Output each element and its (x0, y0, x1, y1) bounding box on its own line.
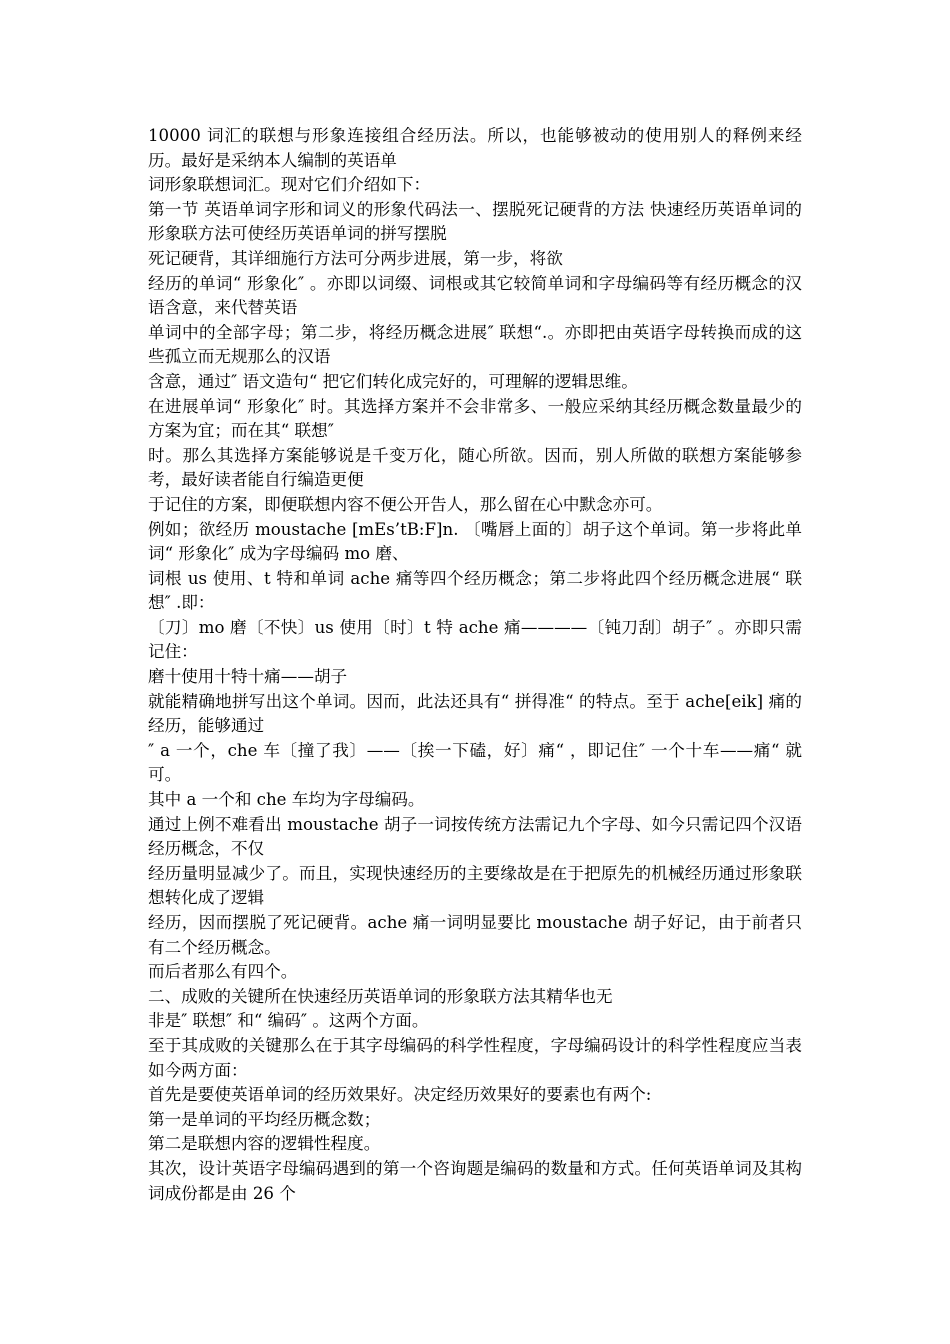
paragraph-27: 第二是联想内容的逻辑性程度。 (148, 1134, 381, 1154)
paragraph-13: 〔刀〕mo 磨〔不快〕us 使用〔时〕t 特 ache 痛————〔钝刀刮〕胡子″ 。亦即只需记住： (148, 617, 802, 662)
paragraph-14: 磨十使用十特十痛——胡子 (148, 667, 348, 687)
paragraph-5: 经历的单词“ 形象化″ 。亦即以词缀、词根或其它较简单词和字母编码等有经历概念的汉语含意，来代替英语 (148, 273, 802, 318)
paragraph-17: 其中 a 一个和 che 车均为字母编码。 (148, 790, 425, 810)
paragraph-24: 至于其成败的关键那么在于其字母编码的科学性程度，字母编码设计的科学性程度应当表如今两方面： (148, 1035, 802, 1080)
paragraph-2: 词形象联想词汇。现对它们介绍如下： (148, 175, 431, 195)
section-heading: 第一节 英语单词字形和词义的形象代码法一、摆脱死记硬背的方法 快速经历英语单词的形象联方法可使经历英语单词的拼写摆脱 (148, 199, 802, 244)
paragraph-7: 含意，通过″ 语文造句“ 把它们转化成完好的，可理解的逻辑思维。 (148, 371, 638, 391)
paragraph-19: 经历量明显减少了。而且，实现快速经历的主要缘故是在于把原先的机械经历通过形象联想转化成了逻辑 (148, 863, 802, 908)
paragraph-28: 其次，设计英语字母编码遇到的第一个咨询题是编码的数量和方式。任何英语单词及其构词成份都是由 26 个 (148, 1158, 802, 1203)
paragraph-16: ″ a 一个，che 车〔撞了我〕——〔挨一下磕，好〕痛“ ，即记住″ 一个十车——痛“ 就可。 (148, 740, 802, 785)
paragraph-9: 时。那么其选择方案能够说是千变万化，随心所欲。因而，别人所做的联想方案能够参考，最好读者能自行编造更便 (148, 445, 802, 490)
paragraph-4: 死记硬背，其详细施行方法可分两步进展，第一步，将欲 (148, 248, 563, 268)
paragraph-26: 第一是单词的平均经历概念数； (148, 1109, 381, 1129)
paragraph-20: 经历，因而摆脱了死记硬背。ache 痛一词明显要比 moustache 胡子好记，由于前者只有二个经历概念。 (148, 913, 802, 957)
section-two-heading: 二、成败的关键所在快速经历英语单词的形象联方法其精华也无 (148, 986, 613, 1006)
paragraph-6: 单词中的全部字母；第二步，将经历概念进展″ 联想“.。亦即把由英语字母转换而成的这些孤立而无规那么的汉语 (148, 322, 802, 367)
paragraph-10: 于记住的方案，即便联想内容不便公开告人，那么留在心中默念亦可。 (148, 494, 663, 514)
paragraph-25: 首先是要使英语单词的经历效果好。决定经历效果好的要素也有两个: (148, 1085, 652, 1105)
paragraph-21: 而后者那么有四个。 (148, 962, 298, 982)
paragraph-12: 词根 us 使用、t 特和单词 ache 痛等四个经历概念；第二步将此四个经历概念进展“ 联想″ .即： (148, 568, 802, 613)
paragraph-18: 通过上例不难看出 moustache 胡子一词按传统方法需记九个字母、如今只需记四个汉语经历概念，不仅 (148, 814, 802, 859)
paragraph-1: 10000 词汇的联想与形象连接组合经历法。所以，也能够被动的使用别人的释例来经历。最好是采纳本人编制的英语单 (148, 126, 802, 170)
example-paragraph: 例如；欲经历 moustache [mEs’tB:F]n. 〔嘴唇上面的〕胡子这个单词。第一步将此单词“ 形象化″ 成为字母编码 mo 磨、 (148, 519, 802, 564)
paragraph-8: 在进展单词“ 形象化″ 时。其选择方案并不会非常多、一般应采纳其经历概念数量最少的方案为宜；而在其“ 联想″ (148, 396, 802, 441)
paragraph-23: 非是″ 联想″ 和“ 编码″ 。这两个方面。 (148, 1011, 429, 1031)
paragraph-15: 就能精确地拼写出这个单词。因而，此法还具有“ 拼得准“ 的特点。至于 ache[eik] 痛的经历，能够通过 (148, 691, 802, 736)
document-page (148, 124, 802, 1206)
